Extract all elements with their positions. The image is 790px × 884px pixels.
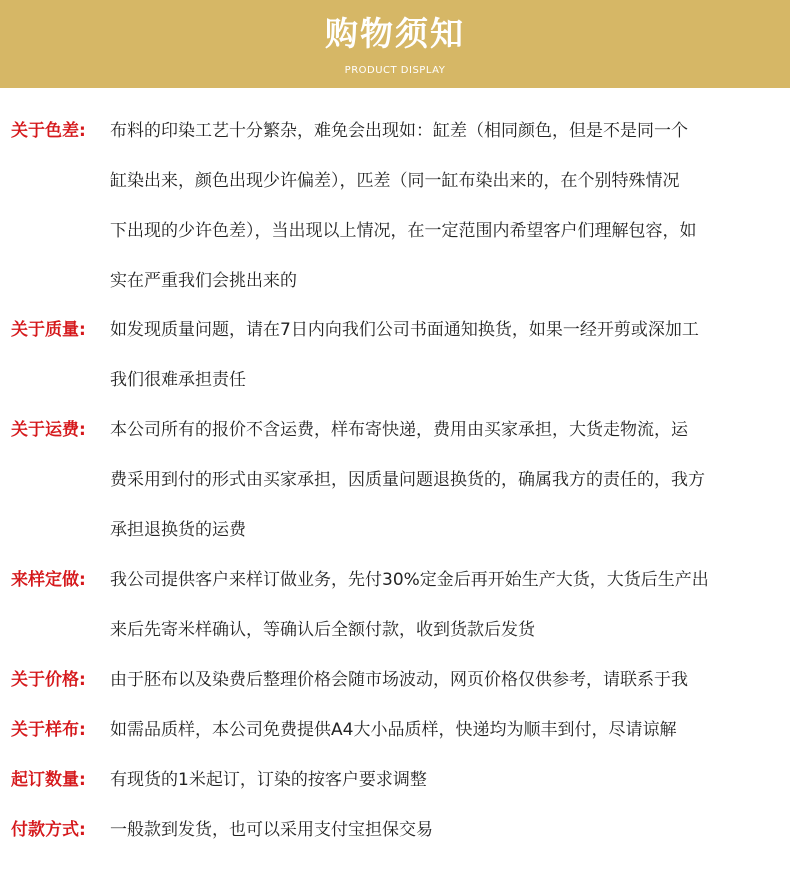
section-label: 来样定做: [11,570,86,590]
section-label: 起订数量: [11,770,86,790]
banner-subtitle: PRODUCT DISPLAY [344,65,446,76]
text-line: 缸染出来，颜色出现少许偏差），匹差（同一缸布染出来的，在个别特殊情况 [110,171,680,191]
text-line: 承担退换货的运费 [110,520,246,540]
section-label: 关于色差: [11,121,86,141]
section-text [110,718,676,768]
text-line: 如发现质量问题，请在7日内向我们公司书面通知换货，如果一经开剪或深加工 [110,320,699,340]
section-text [110,818,433,868]
section-label: 关于价格: [11,670,86,690]
text-line: 来后先寄米样确认，等确认后全额付款，收到货款后发货 [110,620,535,640]
banner-title: 购物须知 [325,14,465,53]
text-line: 如需品质样，本公司免费提供A4大小品质样，快递均为顺丰到付，尽请谅解 [110,720,677,740]
section-text [110,119,697,319]
text-line: 实在严重我们会挑出来的 [110,271,297,291]
section-text [110,418,705,568]
section-label: 关于运费: [11,420,86,440]
section-text [110,768,427,818]
text-line: 我们很难承担责任 [110,370,246,390]
section-text [110,318,699,418]
section-label: 关于样布: [11,720,86,740]
section-label: 关于质量: [11,320,86,340]
text-line: 有现货的1米起订，订染的按客户要求调整 [110,770,427,790]
text-line: 由于胚布以及染费后整理价格会随市场波动，网页价格仅供参考，请联系于我 [110,670,688,690]
section-text [110,568,709,668]
header-banner [0,0,790,88]
text-line: 下出现的少许色差），当出现以上情况，在一定范围内希望客户们理解包容，如 [110,221,697,241]
text-line: 布料的印染工艺十分繁杂，难免会出现如：缸差（相同颜色，但是不是同一个 [110,121,688,141]
text-line: 我公司提供客户来样订做业务，先付30%定金后再开始生产大货，大货后生产出 [110,570,709,590]
text-line: 费采用到付的形式由买家承担，因质量问题退换货的，确属我方的责任的，我方 [110,470,705,490]
section-label: 付款方式: [11,820,86,840]
text-line: 一般款到发货，也可以采用支付宝担保交易 [110,820,433,840]
text-line: 本公司所有的报价不含运费，样布寄快递，费用由买家承担，大货走物流，运 [110,420,688,440]
section-text [110,668,688,718]
